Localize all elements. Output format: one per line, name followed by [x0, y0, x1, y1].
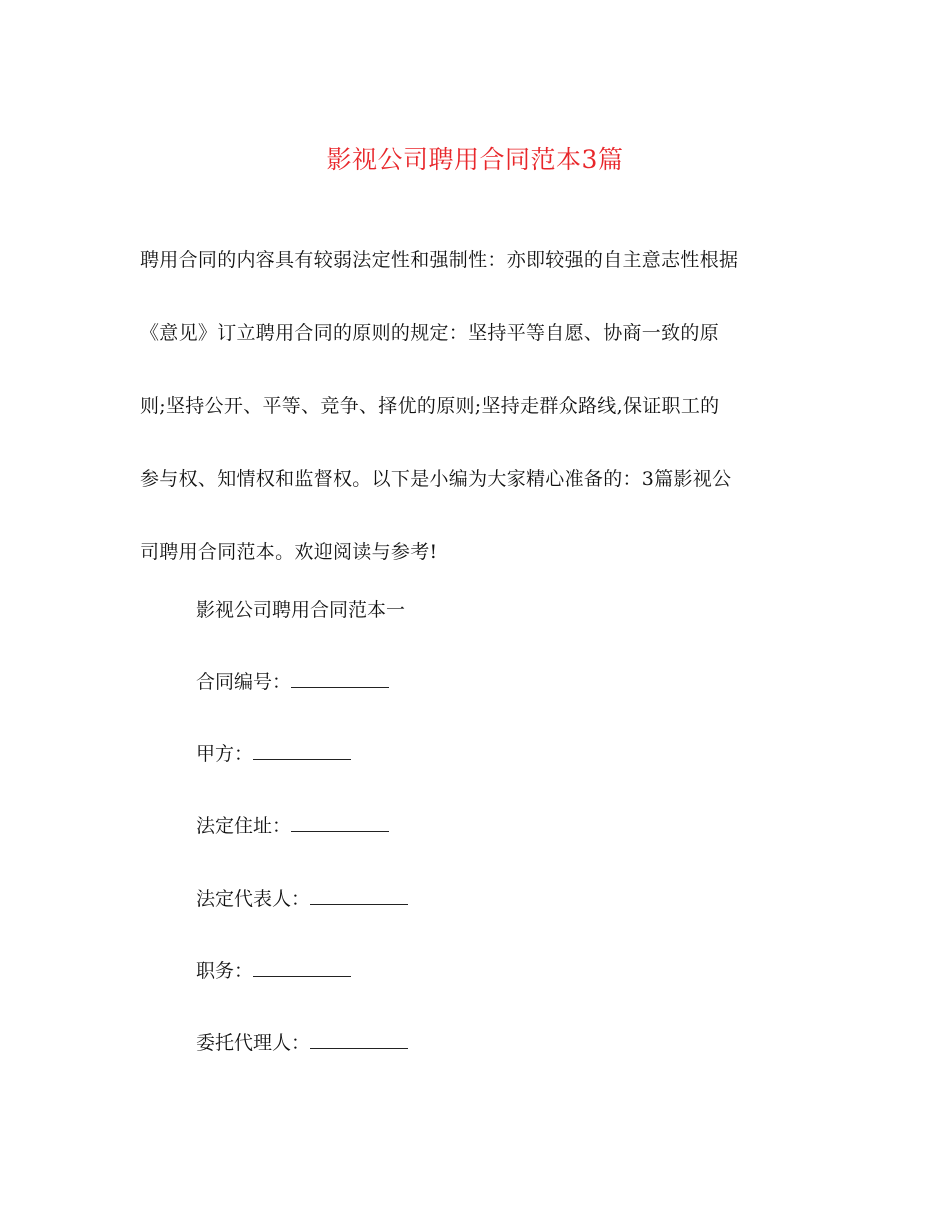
- field-label: 职务：: [196, 960, 254, 982]
- section-heading: 影视公司聘用合同范本一: [196, 599, 406, 621]
- field-label: 法定住址：: [196, 815, 292, 837]
- position-field: [196, 956, 351, 986]
- fill-in-blank: [291, 811, 389, 832]
- fill-in-blank: [291, 667, 389, 688]
- fill-in-blank: [310, 884, 408, 905]
- field-label: 法定代表人：: [196, 888, 311, 910]
- fill-in-blank: [310, 1028, 408, 1049]
- field-label: 委托代理人：: [196, 1032, 311, 1054]
- document-title: 影视公司聘用合同范本3篇: [326, 145, 624, 174]
- intro-paragraph: [140, 224, 820, 589]
- field-label: 甲方：: [196, 743, 254, 765]
- intro-line: 参与权、知情权和监督权。以下是小编为大家精心准备的：3篇影视公: [140, 468, 732, 490]
- legal-address-field: [196, 811, 389, 841]
- intro-line: 聘用合同的内容具有较弱法定性和强制性：亦即较强的自主意志性根据: [140, 249, 739, 271]
- fill-in-blank: [253, 956, 351, 977]
- intro-line: 《意见》订立聘用合同的原则的规定：坚持平等自愿、协商一致的原: [140, 322, 720, 344]
- legal-representative-field: [196, 884, 408, 914]
- party-a-field: [196, 739, 351, 769]
- contract-number-field: [196, 667, 389, 697]
- fill-in-blank: [253, 739, 351, 760]
- intro-line: 司聘用合同范本。欢迎阅读与参考!: [140, 541, 438, 563]
- intro-line: 则;坚持公开、平等、竞争、择优的原则;坚持走群众路线,保证职工的: [140, 395, 720, 417]
- authorized-agent-field: [196, 1028, 408, 1058]
- field-label: 合同编号：: [196, 671, 292, 693]
